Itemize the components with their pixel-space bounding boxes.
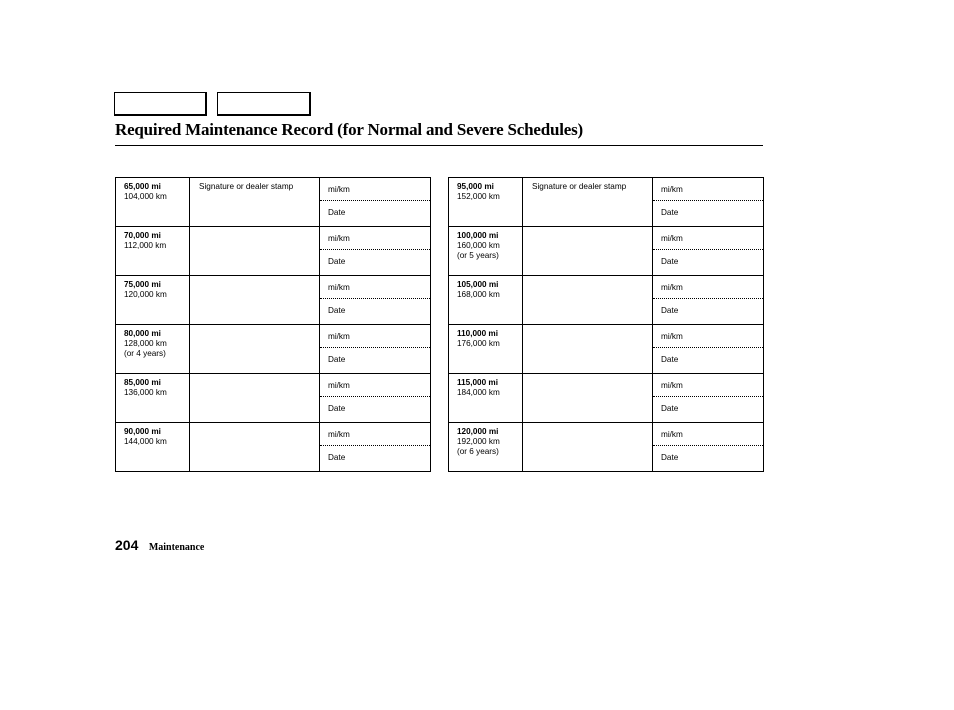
table-row <box>449 423 764 472</box>
signature-cell[interactable] <box>190 374 320 423</box>
date-label: Date <box>661 306 679 315</box>
mileage-mi: 85,000 mi <box>124 378 161 387</box>
signature-label: Signature or dealer stamp <box>532 182 627 191</box>
record-field-cell <box>653 325 764 374</box>
odometer-field[interactable] <box>320 178 430 201</box>
mileage-cell <box>449 227 523 276</box>
odometer-field[interactable] <box>653 374 763 397</box>
mileage-cell <box>116 325 190 374</box>
record-field-cell <box>653 423 764 472</box>
odometer-label: mi/km <box>328 430 350 439</box>
mileage-km: 128,000 km <box>124 339 167 348</box>
record-field-cell <box>653 276 764 325</box>
table-row <box>449 374 764 423</box>
odometer-label: mi/km <box>328 234 350 243</box>
title-divider <box>115 145 763 146</box>
date-field[interactable] <box>320 397 430 421</box>
mileage-km: 144,000 km <box>124 437 167 446</box>
date-field[interactable] <box>320 299 430 323</box>
odometer-field[interactable] <box>653 227 763 250</box>
page-footer <box>115 537 204 555</box>
mileage-km: 168,000 km <box>457 290 500 299</box>
mileage-km: 152,000 km <box>457 192 500 201</box>
signature-cell[interactable] <box>523 227 653 276</box>
mileage-km: 176,000 km <box>457 339 500 348</box>
date-label: Date <box>328 257 346 266</box>
odometer-label: mi/km <box>328 381 350 390</box>
odometer-field[interactable] <box>653 325 763 348</box>
odometer-label: mi/km <box>328 332 350 341</box>
odometer-field[interactable] <box>653 178 763 201</box>
mileage-mi: 110,000 mi <box>457 329 498 338</box>
mileage-cell <box>116 423 190 472</box>
odometer-label: mi/km <box>661 332 683 341</box>
mileage-years: (or 4 years) <box>124 349 166 358</box>
odometer-field[interactable] <box>320 423 430 446</box>
page-title: Required Maintenance Record (for Normal and Severe Schedules) <box>115 120 584 139</box>
date-label: Date <box>661 453 679 462</box>
mileage-mi: 90,000 mi <box>124 427 161 436</box>
table-row <box>449 325 764 374</box>
mileage-cell <box>449 178 523 227</box>
signature-cell[interactable] <box>523 325 653 374</box>
table-row <box>116 423 431 472</box>
record-field-cell <box>653 374 764 423</box>
mileage-mi: 100,000 mi <box>457 231 499 240</box>
date-label: Date <box>661 355 679 364</box>
signature-cell[interactable] <box>523 423 653 472</box>
signature-cell[interactable] <box>523 276 653 325</box>
table-row <box>116 276 431 325</box>
mileage-cell <box>449 276 523 325</box>
date-field[interactable] <box>653 201 763 225</box>
signature-cell[interactable] <box>190 178 320 227</box>
mileage-km: 184,000 km <box>457 388 500 397</box>
odometer-field[interactable] <box>320 374 430 397</box>
record-field-cell <box>653 227 764 276</box>
signature-cell[interactable] <box>523 178 653 227</box>
signature-label: Signature or dealer stamp <box>199 182 294 191</box>
mileage-cell <box>116 374 190 423</box>
date-field[interactable] <box>320 446 430 470</box>
mileage-mi: 80,000 mi <box>124 329 161 338</box>
odometer-label: mi/km <box>328 283 350 292</box>
mileage-mi: 95,000 mi <box>457 182 494 191</box>
record-field-cell <box>320 276 431 325</box>
signature-cell[interactable] <box>523 374 653 423</box>
mileage-km: 136,000 km <box>124 388 167 397</box>
odometer-label: mi/km <box>661 234 683 243</box>
date-field[interactable] <box>653 250 763 274</box>
nav-tab-box-2[interactable] <box>217 92 311 116</box>
mileage-mi: 120,000 mi <box>457 427 499 436</box>
mileage-km: 120,000 km <box>124 290 167 299</box>
date-label: Date <box>328 355 346 364</box>
mileage-cell <box>449 423 523 472</box>
table-row <box>116 325 431 374</box>
date-field[interactable] <box>653 446 763 470</box>
odometer-label: mi/km <box>328 185 350 194</box>
record-field-cell <box>320 227 431 276</box>
date-field[interactable] <box>653 299 763 323</box>
date-field[interactable] <box>320 250 430 274</box>
date-label: Date <box>661 404 679 413</box>
signature-cell[interactable] <box>190 325 320 374</box>
mileage-mi: 105,000 mi <box>457 280 499 289</box>
mileage-cell <box>116 276 190 325</box>
odometer-field[interactable] <box>320 325 430 348</box>
odometer-label: mi/km <box>661 185 683 194</box>
record-field-cell <box>320 374 431 423</box>
table-row <box>116 374 431 423</box>
date-field[interactable] <box>653 348 763 372</box>
record-field-cell <box>320 423 431 472</box>
mileage-mi: 115,000 mi <box>457 378 498 387</box>
date-field[interactable] <box>653 397 763 421</box>
mileage-cell <box>116 227 190 276</box>
mileage-cell <box>449 374 523 423</box>
date-label: Date <box>328 306 346 315</box>
section-name: Maintenance <box>148 542 205 553</box>
mileage-years: (or 5 years) <box>457 251 499 260</box>
record-field-cell <box>653 178 764 227</box>
odometer-field[interactable] <box>320 276 430 299</box>
maintenance-record-table-left <box>115 177 431 472</box>
odometer-label: mi/km <box>661 381 683 390</box>
record-field-cell <box>320 178 431 227</box>
odometer-label: mi/km <box>661 430 683 439</box>
signature-cell[interactable] <box>190 423 320 472</box>
mileage-km: 112,000 km <box>124 241 167 250</box>
table-row <box>116 178 431 227</box>
table-row <box>449 227 764 276</box>
date-label: Date <box>328 404 346 413</box>
mileage-cell <box>449 325 523 374</box>
date-label: Date <box>328 453 346 462</box>
date-field[interactable] <box>320 348 430 372</box>
mileage-cell <box>116 178 190 227</box>
odometer-field[interactable] <box>653 276 763 299</box>
date-label: Date <box>328 208 346 217</box>
mileage-km: 192,000 km <box>457 437 500 446</box>
mileage-km: 160,000 km <box>457 241 500 250</box>
signature-cell[interactable] <box>190 227 320 276</box>
date-label: Date <box>661 257 679 266</box>
odometer-field[interactable] <box>320 227 430 250</box>
maintenance-record-table-right <box>448 177 764 472</box>
odometer-label: mi/km <box>661 283 683 292</box>
mileage-mi: 65,000 mi <box>124 182 161 191</box>
date-label: Date <box>661 208 679 217</box>
nav-tab-box-1[interactable] <box>114 92 207 116</box>
date-field[interactable] <box>320 201 430 225</box>
table-row <box>449 276 764 325</box>
mileage-years: (or 6 years) <box>457 447 499 456</box>
table-row <box>116 227 431 276</box>
odometer-field[interactable] <box>653 423 763 446</box>
record-field-cell <box>320 325 431 374</box>
mileage-mi: 75,000 mi <box>124 280 161 289</box>
signature-cell[interactable] <box>190 276 320 325</box>
page-number: 204 <box>115 537 139 553</box>
mileage-mi: 70,000 mi <box>124 231 161 240</box>
table-row <box>449 178 764 227</box>
mileage-km: 104,000 km <box>124 192 167 201</box>
